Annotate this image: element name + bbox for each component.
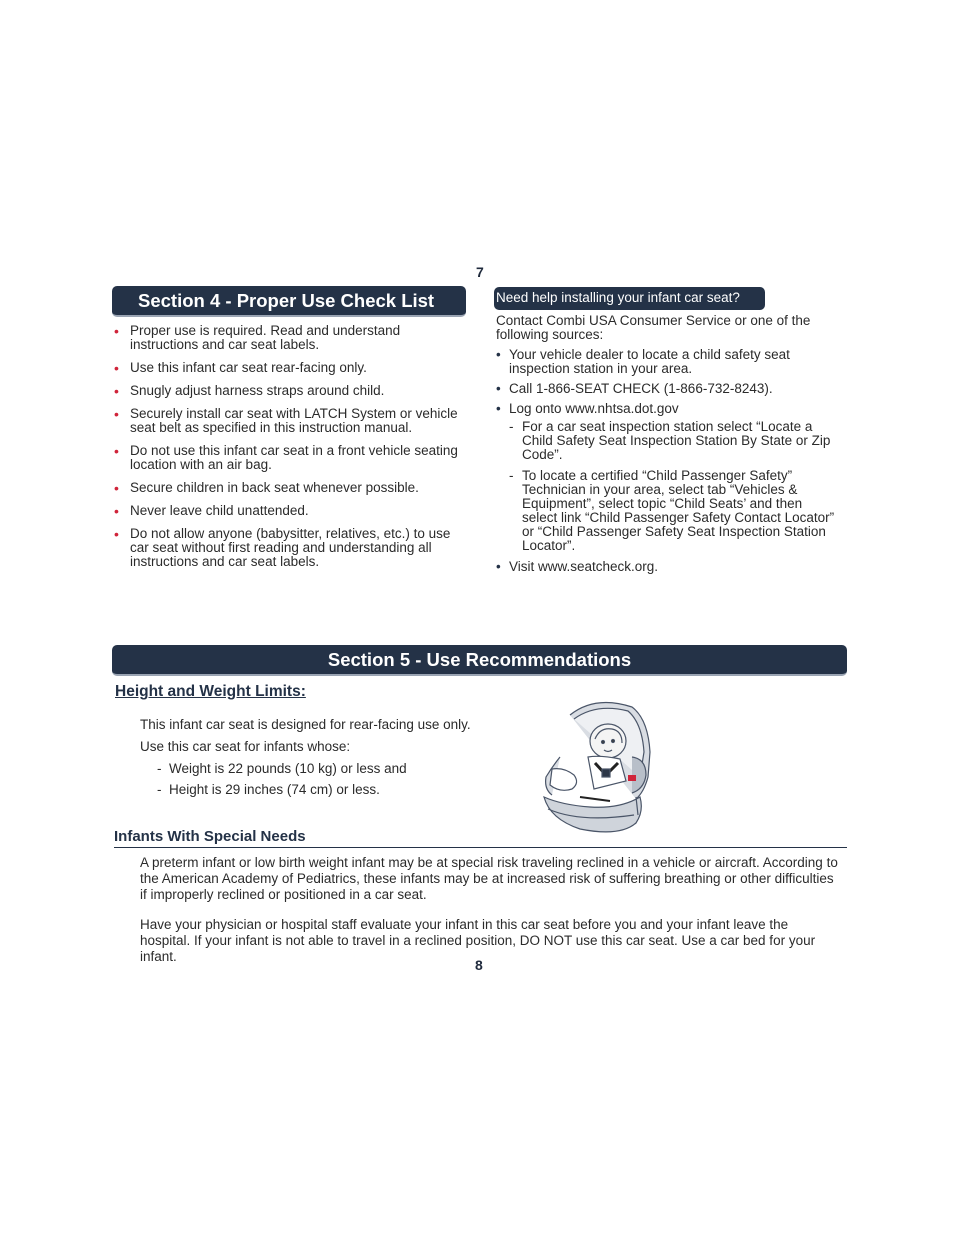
- list-item-text: Use this infant car seat rear-facing only.: [130, 360, 367, 375]
- bullet-icon: •: [496, 559, 501, 574]
- list-item-text: Visit www.seatcheck.org.: [509, 559, 659, 574]
- limit-text: Height is 29 inches (74 cm) or less.: [169, 782, 380, 797]
- proper-use-checklist: [114, 324, 464, 578]
- list-item-text: Proper use is required. Read and understand instructions and car seat labels.: [130, 323, 401, 352]
- special-needs-heading: Infants With Special Needs: [114, 828, 847, 848]
- list-item: [114, 444, 464, 472]
- list-item: [496, 560, 836, 574]
- bullet-icon: •: [114, 503, 119, 519]
- list-item: [114, 324, 464, 352]
- list-item-text: Log onto www.nhtsa.dot.gov: [509, 401, 679, 416]
- list-item: [114, 481, 464, 495]
- special-needs-paragraph-1: A preterm infant or low birth weight infant may be at special risk traveling reclined in a vehicle or aircraft. According to the American Academy of Pediatrics, these infants may be at increased risk of suffering breathing or other difficulties if improperly reclined or positioned in a car seat.: [140, 855, 838, 902]
- help-intro: Contact Combi USA Consumer Service or one of the following sources:: [496, 313, 811, 342]
- list-item: [114, 504, 464, 518]
- bullet-icon: •: [114, 406, 119, 422]
- bullet-icon: •: [114, 443, 119, 459]
- section-4-title: Section 4 - Proper Use Check List: [112, 286, 466, 317]
- bullet-icon: •: [496, 381, 501, 396]
- list-item-text: Secure children in back seat whenever possible.: [130, 480, 419, 495]
- bullet-icon: •: [114, 323, 119, 339]
- limit-weight: [157, 761, 407, 776]
- limit-text: Weight is 22 pounds (10 kg) or less and: [169, 761, 407, 776]
- special-needs-paragraph-2: Have your physician or hospital staff evaluate your infant in this car seat before you and your infant leave the hospital. If your infant is not able to travel in a reclined position, DO NOT use this car seat. Use a car bed for your infant.: [140, 917, 816, 964]
- page-number-bottom: 8: [475, 957, 483, 973]
- list-item: [114, 407, 464, 435]
- list-item-text: Do not use this infant car seat in a front vehicle seating location with an air bag.: [130, 443, 458, 472]
- sub-list-item-text: To locate a certified “Child Passenger Safety” Technician in your area, select tab “Vehicles & Equipment”, select topic “Child Seats’ and then select link “Child Passenger Safety Contact Locator” or “Child Passenger Safety Seat Inspection Station Locator”.: [522, 468, 835, 553]
- list-item-text: Snugly adjust harness straps around child.: [130, 383, 385, 398]
- list-item: [114, 527, 464, 569]
- help-heading-tab: Need help installing your infant car seat?: [494, 287, 765, 310]
- bullet-icon: •: [114, 360, 119, 376]
- sub-list-item: [496, 469, 836, 553]
- list-item-text: Do not allow anyone (babysitter, relatives, etc.) to use car seat without first reading and understanding all instructions and car seat labels.: [130, 526, 451, 569]
- bullet-icon: •: [114, 480, 119, 496]
- list-item: [496, 348, 836, 376]
- infant-car-seat-illustration: [540, 697, 652, 835]
- section-5-title: Section 5 - Use Recommendations: [112, 645, 847, 676]
- list-item-text: Never leave child unattended.: [130, 503, 309, 518]
- height-weight-heading: Height and Weight Limits:: [115, 683, 306, 700]
- list-item: [496, 402, 836, 416]
- list-item: [496, 382, 836, 396]
- bullet-icon: •: [114, 383, 119, 399]
- dash-icon: -: [157, 761, 162, 776]
- help-sources-list: [496, 348, 836, 580]
- list-item-text: Securely install car seat with LATCH System or vehicle seat belt as specified in this instruction manual.: [130, 406, 458, 435]
- limit-height: [157, 782, 380, 797]
- height-weight-line-2: Use this car seat for infants whose:: [140, 739, 351, 754]
- sub-list-item: [496, 420, 836, 462]
- bullet-icon: •: [114, 526, 119, 542]
- dash-icon: -: [509, 468, 514, 483]
- bullet-icon: •: [496, 347, 501, 362]
- bullet-icon: •: [496, 401, 501, 416]
- height-weight-line-1: This infant car seat is designed for rear-facing use only.: [140, 717, 471, 732]
- list-item: [114, 384, 464, 398]
- dash-icon: -: [157, 782, 162, 797]
- list-item-text: Call 1-866-SEAT CHECK (1-866-732-8243).: [509, 381, 773, 396]
- dash-icon: -: [509, 419, 514, 434]
- sub-list-item-text: For a car seat inspection station select “Locate a Child Safety Seat Inspection Station By State or Zip Code”.: [522, 419, 831, 462]
- sub-list: [496, 420, 836, 553]
- page-number-top: 7: [476, 264, 484, 280]
- list-item: [114, 361, 464, 375]
- list-item-text: Your vehicle dealer to locate a child safety seat inspection station in your area.: [509, 347, 790, 376]
